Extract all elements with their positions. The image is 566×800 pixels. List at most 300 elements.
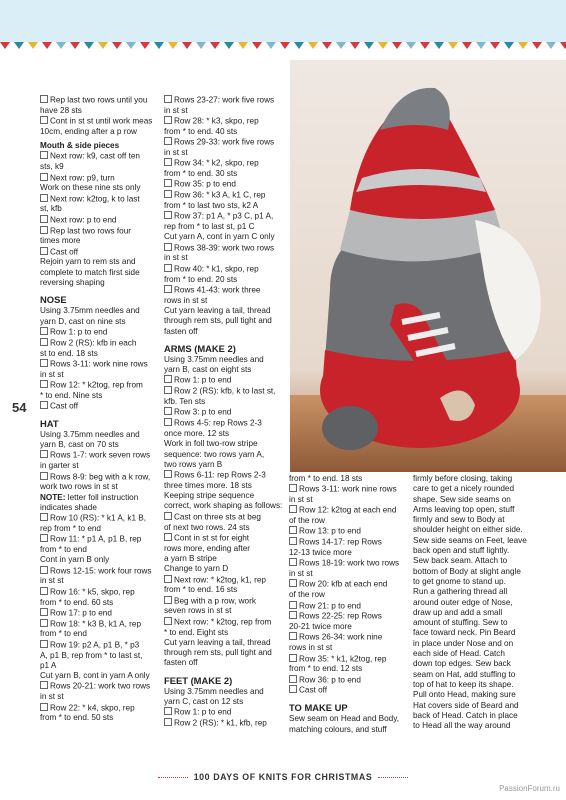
section-heading: TO MAKE UP xyxy=(289,702,348,714)
text-line xyxy=(289,516,411,526)
bunting-flag xyxy=(182,42,192,49)
checklist-row xyxy=(289,484,411,495)
line-text: Rows 29-33: work five rows xyxy=(174,137,275,147)
line-text: from * to end xyxy=(40,545,87,555)
bunting-flag xyxy=(546,42,556,49)
line-text: Next row: * k2tog, rep from xyxy=(174,617,272,627)
text-line xyxy=(413,567,553,577)
checkbox-icon xyxy=(40,116,48,124)
section-heading: FEET (MAKE 2) xyxy=(164,674,233,686)
checkbox-icon xyxy=(40,640,48,648)
bunting-flag xyxy=(350,42,360,49)
line-text: Next row: k9, cast off ten xyxy=(50,151,140,161)
bunting-flag xyxy=(462,42,472,49)
line-text: once more. 12 sts xyxy=(164,428,230,438)
line-text: shoulder height on either side. xyxy=(413,525,523,535)
checkbox-icon xyxy=(40,703,48,711)
text-line xyxy=(164,397,288,407)
checkbox-icon xyxy=(164,158,172,166)
checkbox-icon xyxy=(40,681,48,689)
line-text: in st st xyxy=(164,105,188,115)
text-line xyxy=(164,316,288,326)
text-line xyxy=(40,430,162,440)
line-text: Cont in st st until work meas xyxy=(50,116,153,126)
text-column-3 xyxy=(289,474,411,735)
line-text: Row 10 (RS): * k1 A, k1 B, xyxy=(50,513,147,523)
bunting-flag xyxy=(154,42,164,49)
line-text: Rows 12-15: work four rows xyxy=(50,566,152,576)
bunting-flag xyxy=(280,42,290,49)
text-line xyxy=(40,482,162,492)
text-line xyxy=(413,587,553,597)
line-text: firmly before closing, taking xyxy=(413,474,513,483)
bunting-flag xyxy=(322,42,332,49)
checkbox-icon xyxy=(289,685,297,693)
checkbox-icon xyxy=(40,513,48,521)
section-heading: ARMS (MAKE 2) xyxy=(164,342,236,354)
checkbox-icon xyxy=(40,95,48,103)
line-text: face toward neck. Pin Beard xyxy=(413,628,516,638)
text-line xyxy=(164,658,288,668)
text-line xyxy=(413,484,553,494)
text-line xyxy=(164,327,288,337)
bunting-flag xyxy=(336,42,346,49)
line-text: of the row xyxy=(289,516,325,526)
bunting-flag xyxy=(42,42,52,49)
line-text: Hat covers side of Beard and xyxy=(413,700,519,710)
footer-ornament-left xyxy=(158,777,188,778)
checkbox-icon xyxy=(40,226,48,234)
line-text: Rows 8-9: beg with a k row, xyxy=(50,472,151,481)
footer-ornament-right xyxy=(378,777,408,778)
text-line xyxy=(413,649,553,659)
checklist-row xyxy=(40,247,162,258)
text-line xyxy=(164,439,288,449)
text-line xyxy=(40,651,162,661)
checkbox-icon xyxy=(40,380,48,388)
text-line xyxy=(413,618,553,628)
line-text: Row 36: * k3 A, k1 C, rep xyxy=(174,190,266,200)
checklist-row xyxy=(40,194,162,205)
text-line xyxy=(289,548,411,558)
text-line xyxy=(40,671,162,681)
line-text: from * to end. 12 sts xyxy=(289,664,363,674)
line-text: from * to end. 20 sts xyxy=(164,274,238,284)
line-text: Cut yarn leaving a tail, thread xyxy=(164,637,271,647)
text-line xyxy=(164,687,288,697)
note-text: letter foll instruction xyxy=(65,492,139,502)
line-text: Work in foll two-row stripe xyxy=(164,439,258,449)
bunting-flag xyxy=(196,42,206,49)
text-line xyxy=(164,554,288,564)
line-text: Cont in yarn B only xyxy=(40,555,110,565)
text-line xyxy=(164,638,288,648)
line-text: 10cm, ending after a p row xyxy=(40,126,137,136)
line-text: yarn B, cast on eight sts xyxy=(164,365,252,375)
line-text: each side of Head. Catch xyxy=(413,649,505,659)
line-text: rows in st st xyxy=(289,643,333,653)
line-text: to get gnome to stand up. xyxy=(413,576,506,586)
line-text: reversing shaping xyxy=(40,278,105,288)
checkbox-icon xyxy=(164,470,172,478)
line-text: Using 3.75mm needles and xyxy=(164,354,264,364)
line-text: Beg with a p row, work xyxy=(174,596,256,606)
checkbox-icon xyxy=(40,401,48,409)
text-line xyxy=(40,555,162,565)
text-line xyxy=(164,355,288,365)
text-line xyxy=(413,515,553,525)
text-line xyxy=(413,525,553,535)
checklist-row xyxy=(164,211,288,222)
checkbox-icon xyxy=(164,285,172,293)
top-banner xyxy=(0,0,566,42)
bunting-flag xyxy=(504,42,514,49)
line-text: Rows 3-11: work nine rows xyxy=(299,484,397,494)
bunting-flag xyxy=(420,42,430,49)
checkbox-icon xyxy=(289,537,297,545)
checklist-row xyxy=(40,640,162,651)
line-text: Row 16: * k5, skpo, rep xyxy=(50,587,135,597)
line-text: complete to match first side xyxy=(40,267,140,277)
checkbox-icon xyxy=(289,611,297,619)
checkbox-icon xyxy=(289,579,297,587)
line-text: Row 1: p to end xyxy=(174,707,232,717)
bunting-flag xyxy=(448,42,458,49)
checkbox-icon xyxy=(164,407,172,415)
gnome-illustration xyxy=(290,60,566,472)
text-line xyxy=(164,365,288,375)
text-line xyxy=(40,349,162,359)
checkbox-icon xyxy=(289,654,297,662)
checklist-row xyxy=(289,505,411,516)
text-line xyxy=(40,545,162,555)
bunting-flag xyxy=(518,42,528,49)
line-text: Cast off xyxy=(299,685,328,695)
checklist-row xyxy=(40,472,162,483)
text-line xyxy=(40,576,162,586)
checklist-row xyxy=(40,681,162,692)
line-text: Rejoin yarn to rem sts and xyxy=(40,257,136,267)
checkbox-icon xyxy=(40,450,48,458)
bunting-flag xyxy=(168,42,178,49)
checklist-row xyxy=(164,707,288,718)
checklist-row xyxy=(164,575,288,586)
section-heading: HAT xyxy=(40,417,59,429)
text-line xyxy=(413,577,553,587)
line-text: Rows 23-27: work five rows xyxy=(174,95,275,105)
page-number: 54 xyxy=(12,400,27,415)
checklist-row xyxy=(289,654,411,665)
bunting-flag xyxy=(476,42,486,49)
checklist-row xyxy=(289,632,411,643)
line-text: Cut yarn leaving a tail, thread xyxy=(164,305,271,315)
line-text: rows more, ending after xyxy=(164,543,251,553)
checklist-row xyxy=(164,158,288,169)
bunting-flag xyxy=(14,42,24,49)
text-line xyxy=(413,721,553,731)
text-line xyxy=(164,148,288,158)
line-text: Sew seam on Head and Body, xyxy=(289,714,399,724)
line-text: top of hat to keep its shape. xyxy=(413,679,514,689)
line-text: seam on Hat, add stuffing to xyxy=(413,669,516,679)
line-text: Row 22: * k4, skpo, rep xyxy=(50,703,135,713)
checkbox-icon xyxy=(40,173,48,181)
line-text: in st st xyxy=(164,147,188,157)
line-text: Row 2 (RS): kfb, k to last st, xyxy=(174,386,276,396)
text-line xyxy=(40,278,162,288)
line-text: work two rows in st st xyxy=(40,482,118,492)
text-line xyxy=(289,664,411,674)
checkbox-icon xyxy=(40,587,48,595)
text-line xyxy=(289,622,411,632)
line-text: Using 3.75mm needles and xyxy=(40,306,140,316)
checkbox-icon xyxy=(40,338,48,346)
line-text: Rows 41-43: work three xyxy=(174,285,261,295)
line-text: Row 1: p to end xyxy=(174,375,232,385)
checkbox-icon xyxy=(164,418,172,426)
text-line xyxy=(164,232,288,242)
line-text: Using 3.75mm needles and xyxy=(40,429,140,439)
line-text: in st st xyxy=(40,576,64,586)
text-line xyxy=(40,162,162,172)
line-text: 12-13 twice more xyxy=(289,548,352,558)
bunting-flag xyxy=(532,42,542,49)
checkbox-icon xyxy=(40,151,48,159)
line-text: Row 40: * k1, skpo, rep xyxy=(174,264,259,274)
line-text: Work on these nine sts only xyxy=(40,183,141,193)
text-line xyxy=(164,481,288,491)
line-text: fasten off xyxy=(164,326,198,336)
checklist-row xyxy=(40,619,162,630)
text-line xyxy=(289,714,411,724)
text-line xyxy=(164,491,288,501)
checklist-row xyxy=(164,95,288,106)
line-text: Row 36: p to end xyxy=(299,675,361,685)
text-line xyxy=(413,639,553,649)
checklist-row xyxy=(164,470,288,481)
checkbox-icon xyxy=(40,534,48,542)
checklist-row xyxy=(289,526,411,537)
section-heading: NOSE xyxy=(40,294,67,306)
text-line xyxy=(164,544,288,554)
text-line xyxy=(413,659,553,669)
line-text: st, kfb xyxy=(40,204,62,214)
text-line xyxy=(40,268,162,278)
text-line xyxy=(164,306,288,316)
text-line xyxy=(164,106,288,116)
line-text: Rows 4-5: rep Rows 2-3 xyxy=(174,418,262,428)
line-text: from * to end. 40 sts xyxy=(164,126,238,136)
line-text: Row 12: k2tog at each end xyxy=(299,505,397,515)
line-text: rep from * to end xyxy=(40,523,101,533)
text-line xyxy=(164,628,288,638)
text-line xyxy=(164,697,288,707)
line-text: Rows 1-7: work seven rows xyxy=(50,450,151,460)
line-text: Next row: p to end xyxy=(50,215,117,225)
line-text: Sew back seam. Attach to xyxy=(413,556,508,566)
line-text: Row 20: kfb at each end xyxy=(299,579,388,589)
text-line xyxy=(40,661,162,671)
text-line xyxy=(413,690,553,700)
checkbox-icon xyxy=(164,116,172,124)
line-text: from * to end. 30 sts xyxy=(164,169,238,179)
checkbox-icon xyxy=(40,194,48,202)
checklist-row xyxy=(164,375,288,386)
line-text: Rep last two rows four xyxy=(50,226,131,236)
bunting-flag xyxy=(56,42,66,49)
bunting-flag xyxy=(252,42,262,49)
checkbox-icon xyxy=(164,718,172,726)
checkbox-icon xyxy=(289,601,297,609)
line-text: Pull onto Head, making sure xyxy=(413,690,516,700)
text-line xyxy=(40,524,162,534)
footer xyxy=(0,772,566,782)
text-column-1 xyxy=(40,95,162,724)
bunting-flag xyxy=(70,42,80,49)
checkbox-icon xyxy=(164,617,172,625)
checkbox-icon xyxy=(40,472,48,480)
checklist-row xyxy=(40,450,162,461)
checklist-row xyxy=(40,215,162,226)
line-text: p1 A xyxy=(40,660,57,670)
line-text: Run a gathering thread all xyxy=(413,587,508,597)
checkbox-icon xyxy=(289,505,297,513)
checkbox-icon xyxy=(164,575,172,583)
line-text: to Head all the way around xyxy=(413,721,511,731)
line-text: yarn D, cast on nine sts xyxy=(40,316,126,326)
text-line xyxy=(289,725,411,735)
text-line xyxy=(413,701,553,711)
text-line xyxy=(413,536,553,546)
line-text: from * to last two sts, k2 A xyxy=(164,200,259,210)
checklist-row xyxy=(289,537,411,548)
line-text: * to end. Nine sts xyxy=(40,390,103,400)
line-text: draw up and add a small xyxy=(413,607,503,617)
checklist-row xyxy=(40,338,162,349)
gnome-photo xyxy=(290,60,566,472)
line-text: st to end. 18 sts xyxy=(40,348,98,358)
checkbox-icon xyxy=(40,608,48,616)
line-text: Row 3: p to end xyxy=(174,407,232,417)
line-text: Rows 14-17: rep Rows xyxy=(299,537,382,547)
line-text: Row 18: * k3 B, k1 A, rep xyxy=(50,619,142,629)
line-text: Arms leaving top open, stuff xyxy=(413,504,515,514)
line-text: in place under Nose and on xyxy=(413,638,514,648)
checklist-row xyxy=(164,190,288,201)
text-line xyxy=(413,505,553,515)
note-label: NOTE: xyxy=(40,492,66,502)
checkbox-icon xyxy=(289,484,297,492)
line-text: Rows 20-21: work two rows xyxy=(50,681,151,691)
line-text: Row 19: p2 A, p1 B, * p3 xyxy=(50,640,140,650)
text-line xyxy=(289,495,411,505)
line-text: Rows 18-19: work two rows xyxy=(299,558,400,568)
checklist-row xyxy=(40,587,162,598)
checkbox-icon xyxy=(164,533,172,541)
text-line xyxy=(289,643,411,653)
text-line xyxy=(164,169,288,179)
bunting-flag xyxy=(28,42,38,49)
bunting-flag xyxy=(0,42,10,49)
bunting-flag xyxy=(378,42,388,49)
text-column-4 xyxy=(413,474,553,731)
checklist-row xyxy=(164,243,288,254)
checklist-row xyxy=(289,601,411,612)
checkbox-icon xyxy=(289,558,297,566)
line-text: Cut yarn A, cont in yarn C only xyxy=(164,232,275,242)
line-text: shape. Sew side seams on xyxy=(413,494,511,504)
line-text: back open and stuff lightly. xyxy=(413,546,510,556)
text-line xyxy=(289,590,411,600)
checklist-row xyxy=(164,512,288,523)
checkbox-icon xyxy=(164,211,172,219)
line-text: Row 35: p to end xyxy=(174,179,236,189)
line-text: Row 12: * k2tog, rep from xyxy=(50,380,143,390)
text-line xyxy=(413,628,553,638)
checkbox-icon xyxy=(40,359,48,367)
text-line xyxy=(413,608,553,618)
text-line xyxy=(40,106,162,116)
line-text: Sew side seams on Feet, leave xyxy=(413,535,527,545)
text-line xyxy=(40,629,162,639)
text-line xyxy=(164,201,288,211)
bunting-flag xyxy=(210,42,220,49)
checkbox-icon xyxy=(40,327,48,335)
bunting-flag xyxy=(490,42,500,49)
checklist-row xyxy=(289,579,411,590)
line-text: Rows 38-39: work two rows xyxy=(174,243,275,253)
footer-title: 100 DAYS OF KNITS FOR CHRISTMAS xyxy=(193,772,373,782)
line-text: Row 13: p to end xyxy=(299,526,361,536)
checkbox-icon xyxy=(164,596,172,604)
line-text: rep from * to last st, p1 C xyxy=(164,222,255,232)
line-text: yarn C, cast on 12 sts xyxy=(164,697,244,707)
checklist-row xyxy=(164,617,288,628)
line-text: care to get a nicely rounded xyxy=(413,484,515,494)
text-line xyxy=(164,253,288,263)
bunting-flag xyxy=(112,42,122,49)
text-line xyxy=(164,450,288,460)
bunting-flag xyxy=(266,42,276,49)
line-text: Next row: * k2tog, k1, rep xyxy=(174,575,266,585)
line-text: through rem sts, pull tight and xyxy=(164,316,272,326)
line-text: in st st xyxy=(40,692,64,702)
text-line xyxy=(40,370,162,380)
text-line xyxy=(164,585,288,595)
line-text: from * to end. 16 sts xyxy=(164,585,238,595)
text-line xyxy=(164,564,288,574)
text-line xyxy=(40,183,162,193)
text-line xyxy=(40,391,162,401)
line-text: Next row: p9, turn xyxy=(50,173,115,183)
line-text: sequence: two rows yarn A, xyxy=(164,449,265,459)
line-text: in st st xyxy=(289,495,313,505)
checklist-row xyxy=(40,380,162,391)
line-text: A, p1 B, rep from * to last st, xyxy=(40,650,143,660)
text-line xyxy=(164,523,288,533)
line-text: Row 2 (RS): kfb in each xyxy=(50,338,137,348)
text-line xyxy=(40,204,162,214)
line-text: Rep last two rows until you xyxy=(50,95,148,105)
line-text: 20-21 twice more xyxy=(289,622,352,632)
line-text: Row 34: * k2, skpo, rep xyxy=(174,158,259,168)
line-text: matching colours, and stuff xyxy=(289,724,387,734)
text-line xyxy=(164,606,288,616)
line-text: Rows 22-25: rep Rows xyxy=(299,611,382,621)
bunting-flag xyxy=(406,42,416,49)
line-text: around outer edge of Nose, xyxy=(413,597,513,607)
text-line xyxy=(413,680,553,690)
